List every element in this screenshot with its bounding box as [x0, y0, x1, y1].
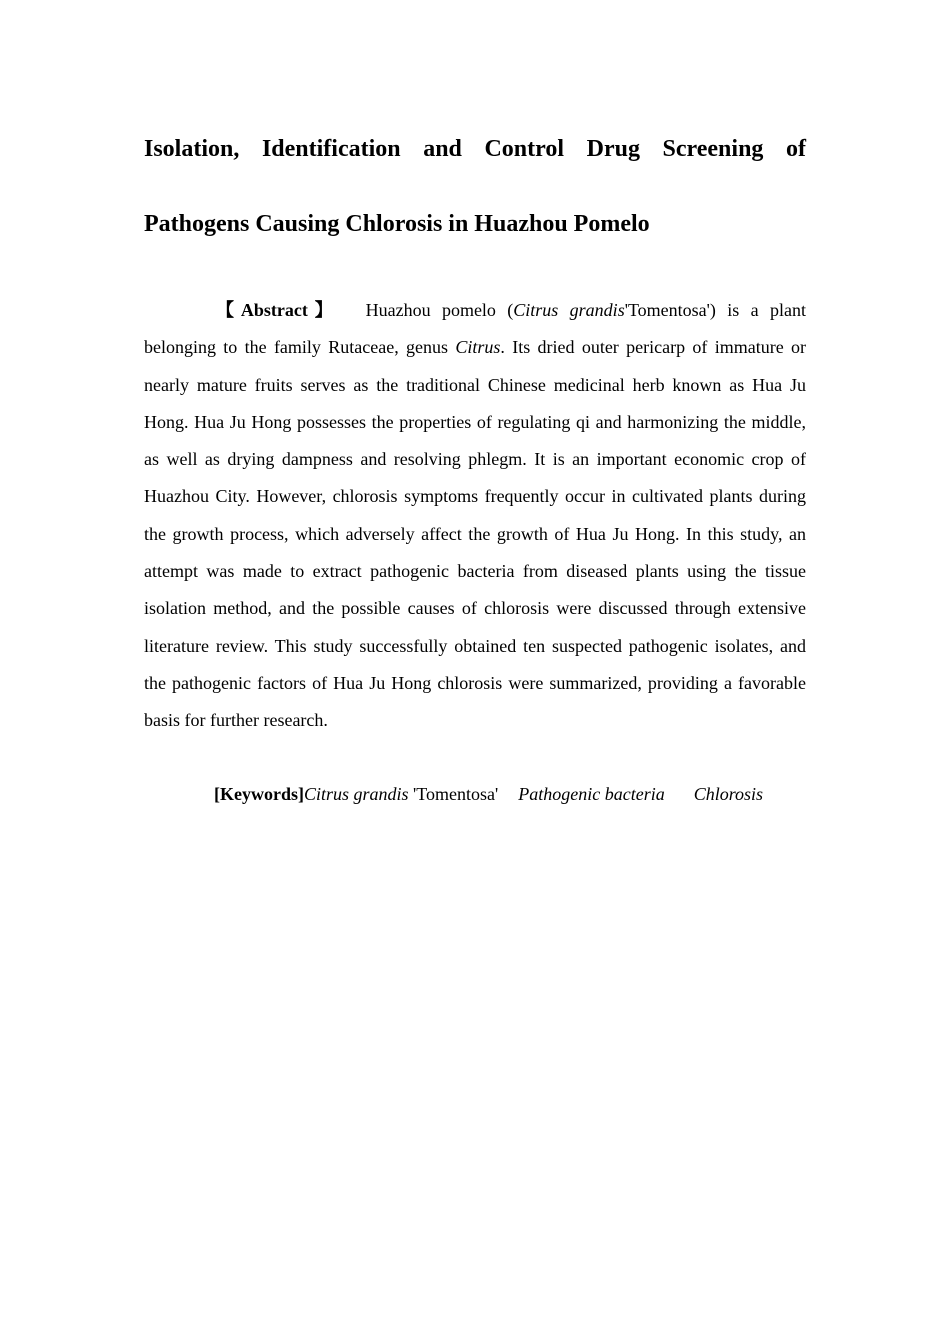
title-line-2: Pathogens Causing Chlorosis in Huazhou Pomelo [144, 211, 650, 237]
abstract-text: Huazhou pomelo ( [365, 300, 514, 320]
abstract-label: 【Abstract】 [216, 300, 340, 320]
keyword-cultivar: 'Tomentosa' [413, 783, 499, 804]
abstract-paragraph [144, 292, 806, 740]
abstract-species-name: Citrus grandis [513, 300, 625, 320]
keywords-line [144, 779, 806, 809]
paper-title [144, 112, 806, 262]
abstract-genus-name: Citrus [455, 337, 501, 358]
keyword-chlorosis: Chlorosis [693, 783, 764, 804]
document-page [144, 112, 806, 809]
keyword-species: Citrus grandis [303, 783, 409, 804]
title-line-1: Isolation, Identification and Control Drug Screening of [144, 136, 806, 162]
keywords-label: [Keywords] [214, 783, 304, 804]
abstract-text: 'Tomentosa') is a plant belonging to the family Rutaceae, genus [144, 300, 806, 358]
abstract-text: . Its dried outer pericarp of immature or nearly mature fruits serves as the traditional Chinese medicinal herb known as Hua Ju Hong. Hua Ju Hong possesses the properties of regulating qi and harmonizing the middle, as well as drying dampness and resolving phlegm. It is an important economic crop of Huazhou City. However, chlorosis symptoms frequently occur in cultivated plants during the growth process, which adversely affect the growth of Hua Ju Hong. In this study, an attempt was made to extract pathogenic bacteria from diseased plants using the tissue isolation method, and the possible causes of chlorosis were discussed through extensive literature review. This study successfully obtained ten suspected pathogenic isolates, and the pathogenic factors of Hua Ju Hong chlorosis were summarized, providing a favorable basis for further research. [144, 337, 807, 731]
keyword-pathogenic-bacteria: Pathogenic bacteria [518, 783, 665, 804]
